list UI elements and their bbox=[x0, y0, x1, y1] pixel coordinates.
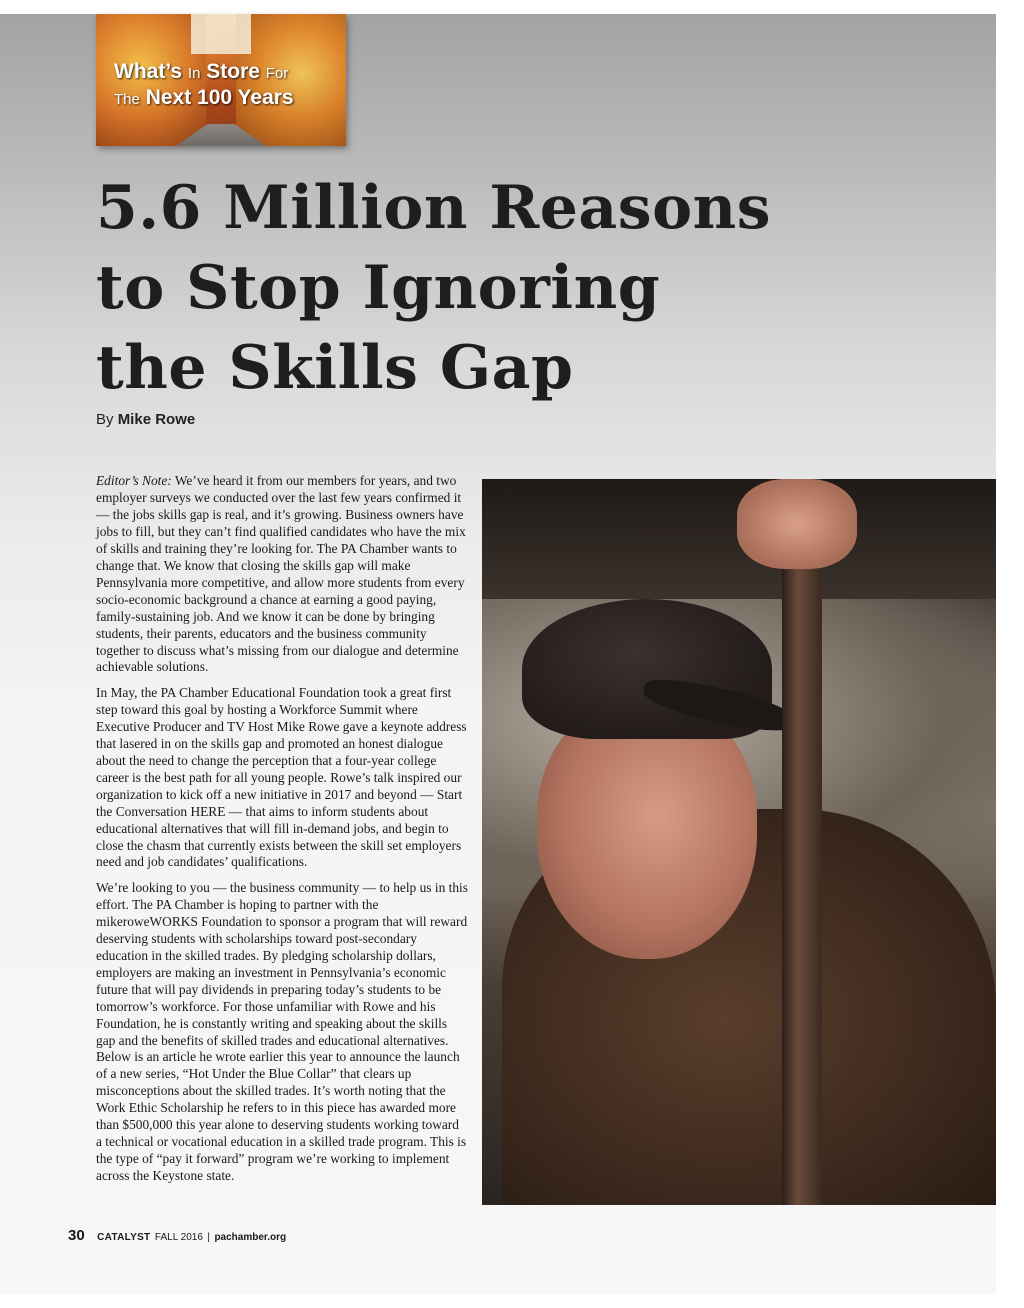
article-headline bbox=[96, 168, 816, 408]
portrait-photo bbox=[482, 479, 996, 1205]
page-footer bbox=[68, 1227, 286, 1245]
footer-url: pachamber.org bbox=[214, 1232, 287, 1243]
paragraph-2: In May, the PA Chamber Educational Foundation took a great first step toward this goal by hosting a Workforce Summit where Executive Producer and TV Host Mike Rowe gave a keynote address that lasered in on the skills gap and promoted an honest dialogue about the need to change the perception that a four-year college career is the best path for all young people. Rowe’s talk inspired our organization to kick off a new initiative in 2017 and beyond — Start the Conversation HERE — that aims to inform students about educational alternatives that will fill in-demand jobs, and begin to close the chasm that currently exists between the skill set employers need and job candidates’ qualifications. bbox=[96, 684, 467, 870]
page-number: 30 bbox=[68, 1227, 85, 1244]
byline-author: Mike Rowe bbox=[117, 411, 196, 428]
paragraph-editors-note bbox=[96, 473, 468, 676]
headline-line-3: the Skills Gap bbox=[96, 333, 574, 403]
badge-line-2: The Next 100 Years bbox=[114, 86, 294, 109]
paragraph-3: We’re looking to you — the business community — to help us in this effort. The PA Chamber is hoping to partner with the mikeroweWORKS Foundation to sponsor a program that will reward deserving students with scholarships toward post-secondary education in the skilled trades. By pledging scholarship dollars, employers are making an investment in Pennsylvania’s economic future that will pay dividends in preparing today’s students to be tomorrow’s workforce. For those unfamiliar with Rowe and his Foundation, he is constantly writing and speaking about the skills gap and the benefits of skilled trades and educational alternatives. Below is an article he wrote earlier this year to announce the launch of a new series, “Hot Under the Blue Collar” that clears up misconceptions about the skilled trades. It’s worth noting that the Work Ethic Scholarship he refers to in this piece has awarded more than $500,000 this year alone to deserving students working toward a technical or vocational education in a skilled trade program. This is the type of “pay it forward” program we’re working to implement across the Keystone state. bbox=[96, 879, 468, 1184]
byline bbox=[96, 411, 195, 428]
article-body bbox=[96, 473, 468, 1194]
photo-pole bbox=[782, 479, 822, 1205]
badge-sky bbox=[191, 14, 251, 54]
footer-separator: | bbox=[207, 1232, 210, 1243]
issue-label: FALL 2016 bbox=[154, 1232, 203, 1243]
headline-line-2: to Stop Ignoring bbox=[96, 253, 661, 323]
paragraph-1-text: We’ve heard it from our members for years, and two employer surveys we conducted over the last few years confirmed it — the jobs skills gap is real, and it’s growing. Business owners have jobs to fill, but they can’t find qualified candidates who have the mix of skills and training they’re looking for. The PA Chamber wants to change that. We know that closing the skills gap will make Pennsylvania more competitive, and allow more students from every socio-economic background a chance at earning a good paying, family-sustaining job. And we know it can be done by bringing students, their parents, educators and the business community together to discuss what’s missing from our dialogue and determine achievable solutions. bbox=[96, 473, 466, 675]
magazine-name: CATALYST bbox=[97, 1232, 151, 1243]
headline-line-1: 5.6 Million Reasons bbox=[96, 173, 772, 243]
series-badge bbox=[96, 14, 346, 146]
badge-line-1: What’s In Store For bbox=[114, 60, 289, 83]
editors-note-label: Editor’s Note: bbox=[96, 473, 172, 488]
byline-prefix: By bbox=[96, 411, 114, 428]
photo-hand bbox=[737, 479, 857, 569]
